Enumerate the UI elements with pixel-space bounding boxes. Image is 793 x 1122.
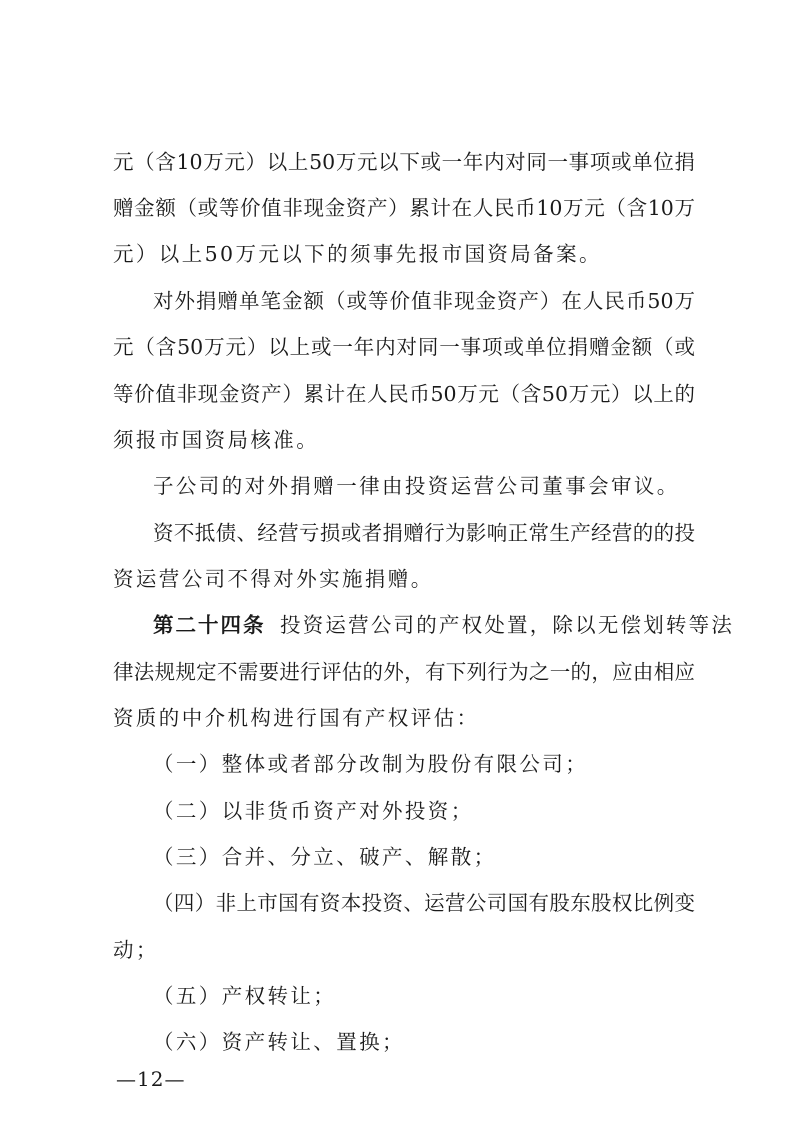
article-first-line xyxy=(153,613,735,637)
body-text-line: 等价值非现金资产）累计在人民币50万元（含50万元）以上的 xyxy=(113,382,695,406)
body-text-line: 赠金额（或等价值非现金资产）累计在人民币10万元（含10万 xyxy=(113,196,695,220)
body-text-line: 元（含10万元）以上50万元以下或一年内对同一事项或单位捐 xyxy=(113,150,695,174)
list-item: （六）资产转让、置换； xyxy=(153,1030,405,1054)
list-item: （三）合并、分立、破产、解散； xyxy=(153,845,497,869)
body-text-line: 资运营公司不得对外实施捐赠。 xyxy=(113,567,434,591)
body-text-line: 资质的中介机构进行国有产权评估： xyxy=(113,706,480,730)
list-item-continuation: 动； xyxy=(113,938,159,962)
body-text-line: 须报市国资局核准。 xyxy=(113,428,320,452)
body-text-line: 资不抵债、经营亏损或者捐赠行为影响正常生产经营的的投 xyxy=(153,521,695,545)
body-text-line: 元（含50万元）以上或一年内对同一事项或单位捐赠金额（或 xyxy=(113,335,695,359)
article-text: 投资运营公司的产权处置，除以无偿划转等法 xyxy=(280,613,735,637)
article-number: 第二十四条 xyxy=(153,613,266,637)
list-item: （五）产权转让； xyxy=(153,984,337,1008)
body-text-line: 对外捐赠单笔金额（或等价值非现金资产）在人民币50万 xyxy=(153,289,695,313)
list-item: （四）非上市国有资本投资、运营公司国有股东股权比例变 xyxy=(153,891,695,915)
body-text-line: 律法规规定不需要进行评估的外，有下列行为之一的，应由相应 xyxy=(113,660,695,684)
body-text-line: 子公司的对外捐赠一律由投资运营公司董事会审议。 xyxy=(153,474,680,498)
list-item: （一）整体或者部分改制为股份有限公司； xyxy=(153,752,589,776)
list-item: （二）以非货币资产对外投资； xyxy=(153,799,474,823)
body-text-line: 元）以上50万元以下的须事先报市国资局备案。 xyxy=(113,242,602,266)
page-number: —12— xyxy=(116,1067,186,1091)
